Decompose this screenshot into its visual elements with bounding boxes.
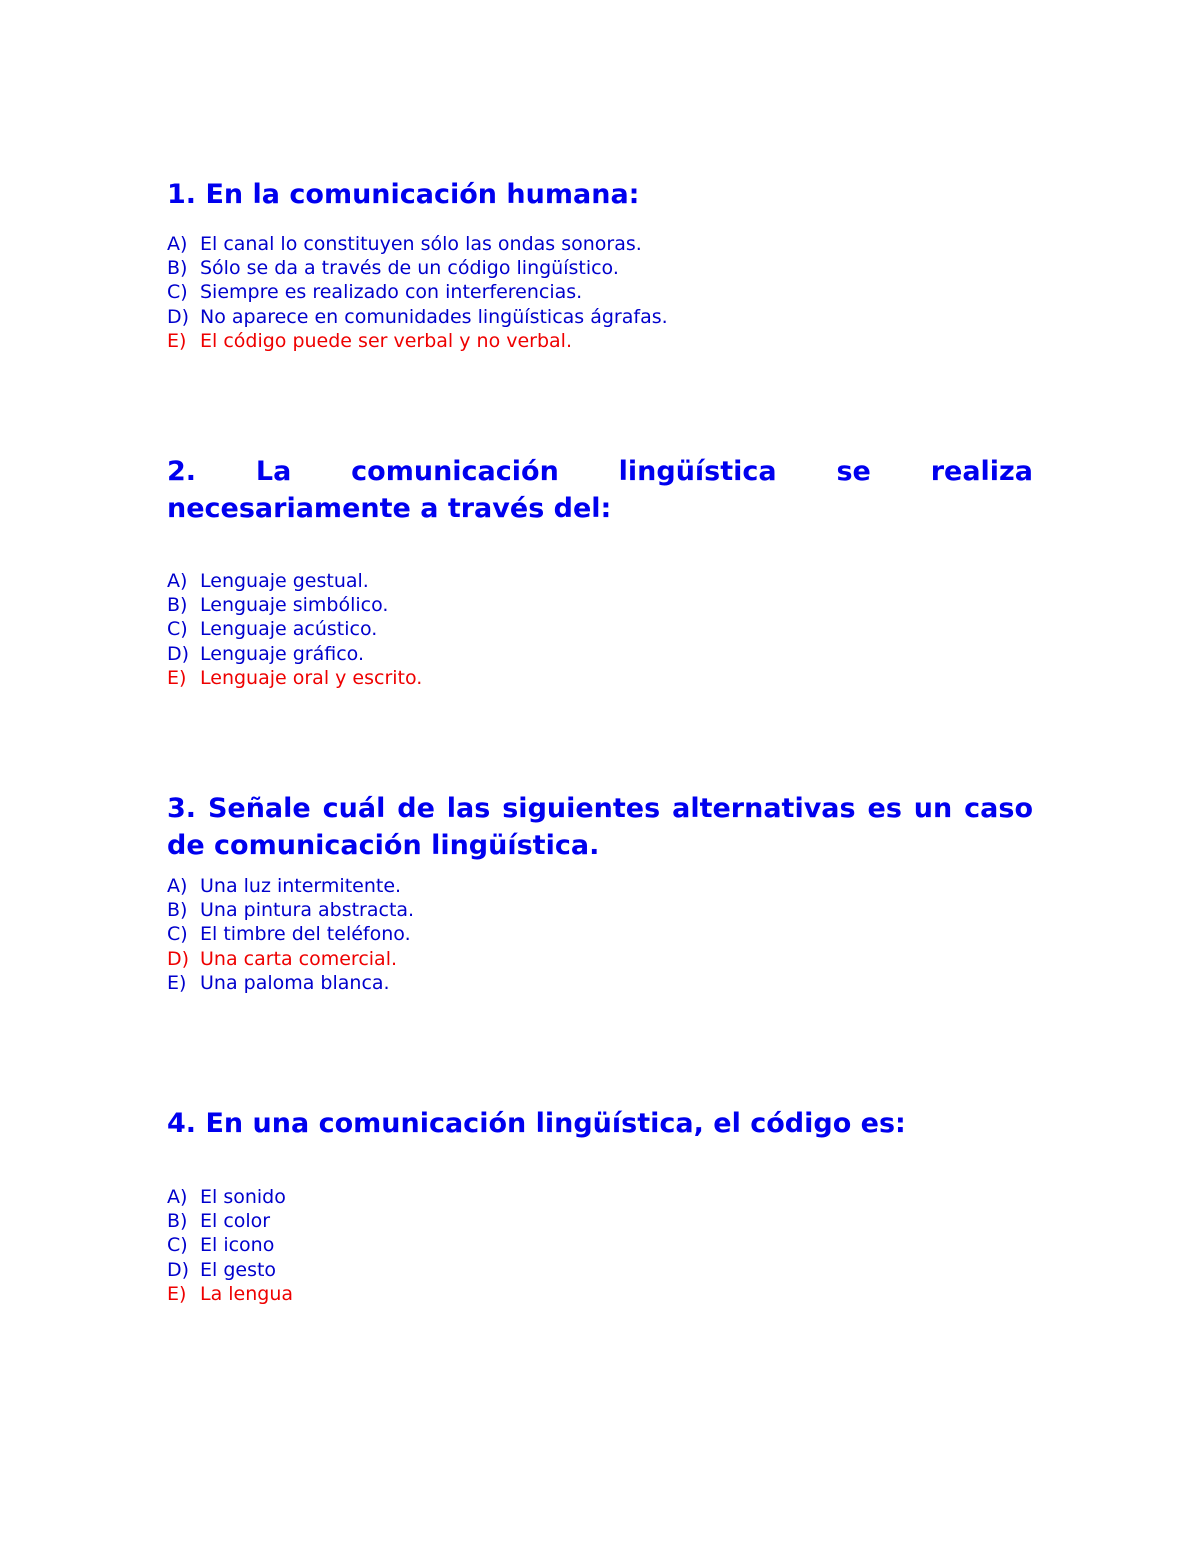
- question-title: 2. La comunicación lingüística se realiza necesariamente a través del:: [167, 456, 1033, 524]
- option-letter: B): [167, 257, 188, 280]
- option-e-correct: [167, 329, 1033, 353]
- option-text: Una pintura abstracta.: [200, 899, 415, 922]
- question-2: [167, 453, 1033, 690]
- option-c: [167, 922, 1033, 946]
- option-letter: B): [167, 594, 188, 617]
- option-text: El color: [200, 1210, 271, 1233]
- option-d-correct: [167, 947, 1033, 971]
- option-letter: D): [167, 1258, 190, 1281]
- option-text: Lenguaje acústico.: [200, 618, 378, 641]
- option-b: [167, 256, 1033, 280]
- option-text: Lenguaje simbólico.: [200, 594, 389, 617]
- option-letter: D): [167, 642, 190, 665]
- option-text: El código puede ser verbal y no verbal.: [200, 329, 573, 352]
- option-e-correct: [167, 1282, 1033, 1306]
- options-list: [167, 232, 1033, 353]
- option-letter: E): [167, 666, 187, 689]
- option-letter: E): [167, 971, 187, 994]
- option-letter: D): [167, 305, 190, 328]
- option-text: Una carta comercial.: [200, 947, 398, 970]
- options-list: [167, 1185, 1033, 1306]
- options-list: [167, 569, 1033, 690]
- option-text: Lenguaje gráfico.: [200, 642, 364, 665]
- option-b: [167, 898, 1033, 922]
- option-text: El icono: [200, 1234, 275, 1257]
- question-1: [167, 176, 1033, 353]
- option-text: Siempre es realizado con interferencias.: [200, 281, 583, 304]
- option-letter: C): [167, 281, 188, 304]
- option-letter: B): [167, 899, 188, 922]
- question-title: 4. En una comunicación lingüística, el código es:: [167, 1108, 906, 1139]
- option-text: La lengua: [200, 1282, 294, 1305]
- option-a: [167, 569, 1033, 593]
- option-letter: A): [167, 875, 188, 897]
- option-d: [167, 1258, 1033, 1282]
- option-d: [167, 305, 1033, 329]
- question-title: 1. En la comunicación humana:: [167, 179, 640, 210]
- option-text: Sólo se da a través de un código lingüístico.: [200, 257, 619, 280]
- option-text: El canal lo constituyen sólo las ondas sonoras.: [200, 233, 642, 255]
- option-c: [167, 280, 1033, 304]
- option-letter: D): [167, 947, 190, 970]
- question-title: 3. Señale cuál de las siguientes alternativas es un caso de comunicación lingüística.: [167, 793, 1033, 861]
- option-e-correct: [167, 666, 1033, 690]
- option-b: [167, 593, 1033, 617]
- question-3: [167, 790, 1033, 995]
- option-text: Lenguaje gestual.: [200, 570, 369, 592]
- option-text: No aparece en comunidades lingüísticas ágrafas.: [200, 305, 668, 328]
- option-letter: B): [167, 1210, 188, 1233]
- option-b: [167, 1209, 1033, 1233]
- option-letter: A): [167, 1186, 188, 1208]
- option-letter: E): [167, 1282, 187, 1305]
- option-letter: E): [167, 329, 187, 352]
- option-a: [167, 232, 1033, 256]
- option-text: Lenguaje oral y escrito.: [200, 666, 423, 689]
- option-e: [167, 971, 1033, 995]
- option-c: [167, 617, 1033, 641]
- option-text: El sonido: [200, 1186, 286, 1208]
- option-letter: C): [167, 923, 188, 946]
- option-letter: A): [167, 570, 188, 592]
- option-d: [167, 642, 1033, 666]
- option-text: Una paloma blanca.: [200, 971, 390, 994]
- option-text: El timbre del teléfono.: [200, 923, 411, 946]
- option-a: [167, 874, 1033, 898]
- option-letter: C): [167, 618, 188, 641]
- option-letter: C): [167, 1234, 188, 1257]
- option-a: [167, 1185, 1033, 1209]
- options-list: [167, 874, 1033, 995]
- option-c: [167, 1233, 1033, 1257]
- option-text: Una luz intermitente.: [200, 875, 402, 897]
- option-letter: A): [167, 233, 188, 255]
- option-text: El gesto: [200, 1258, 277, 1281]
- question-4: [167, 1105, 1033, 1306]
